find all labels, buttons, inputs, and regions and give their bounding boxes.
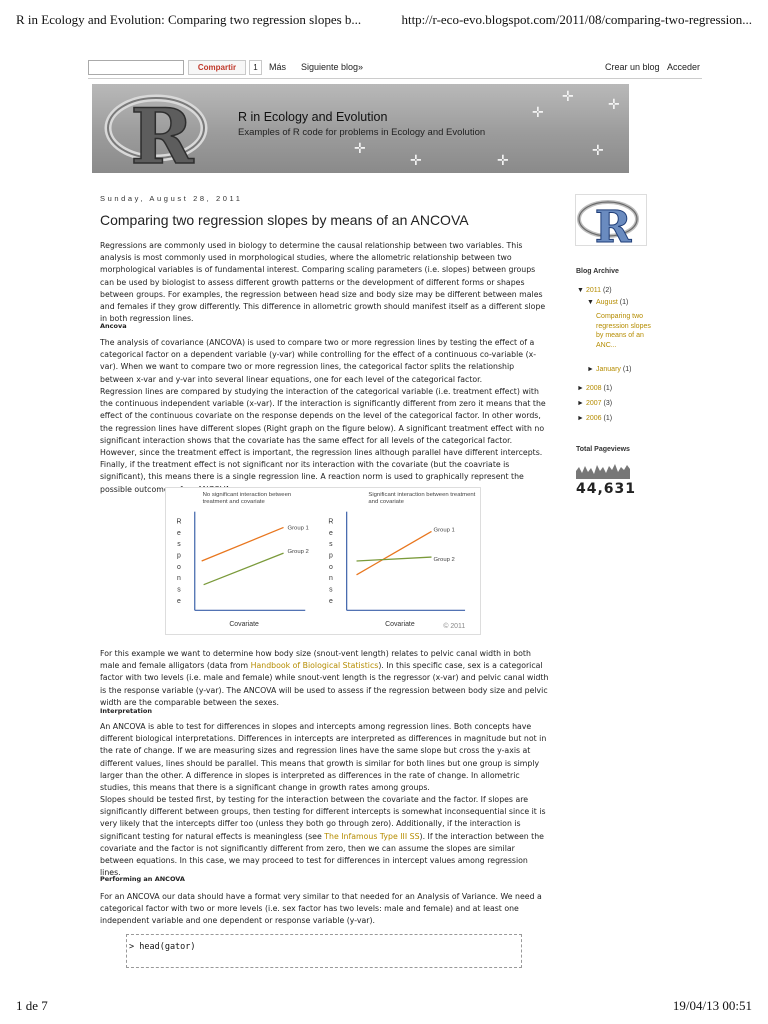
print-timestamp: 19/04/13 00:51 [672, 998, 752, 1013]
ancova-paragraph-1: The analysis of covariance (ANCOVA) is used to compare two or more regression lines by testing the effect of a categorical factor on a dependent variable (y-var) while controlling for the effect of a continuous co-variable (x-var). When we want to compare two or more regression lines, the categorical factor splits the relationship between x-var and y-var into several linear equations, one for each level of the categorical factor. [100, 338, 537, 384]
sparkle-icon: ✛ [532, 105, 544, 121]
interp-text-start: Slopes should be tested first, by testing for the interaction between the covariate and the factor. If slopes are significantly different between groups, then testing for different intercepts is somewhat inconsequential since it is very likely that the intercepts differ too (unless they both go through zero). Additionally, if the interaction is significant testing for natural effects is meaningless (see [100, 795, 546, 841]
y-axis-label-letter: e [177, 597, 181, 605]
reaction-norm-figure [165, 487, 481, 635]
example-text-end: ). In this specific case, sex is a categorical factor with two levels (i.e. male and female) while snout-vent length is the regressor (x-var) and pelvic canal width is the response variable (y-var). The ANCOVA will be used to assess if the regression between body size and pelvic width are the comparable between the sexes. [100, 661, 549, 707]
blogger-navbar [88, 58, 702, 78]
archive-month-august[interactable] [587, 299, 628, 306]
sparkle-icon: ✛ [497, 153, 509, 169]
pageviews-title: Total Pageviews [576, 446, 630, 453]
print-header [16, 12, 752, 30]
svg-text:R: R [130, 92, 194, 170]
archive-count: (1) [603, 415, 613, 422]
post-date: Sunday, August 28, 2011 [100, 194, 243, 203]
print-page-url: http://r-eco-evo.blogspot.com/2011/08/comparing-two-regression... [401, 12, 752, 27]
archive-count: (3) [603, 400, 613, 407]
right-group1-line [357, 531, 432, 574]
svg-text:R: R [594, 202, 632, 245]
y-axis-label-letter: o [328, 563, 333, 571]
y-axis-label-letter: e [177, 529, 181, 537]
y-axis-label-letter: n [177, 575, 181, 583]
blog-banner[interactable] [92, 84, 629, 173]
interpretation-paragraph-2 [100, 794, 550, 879]
collapsed-triangle-icon[interactable]: ► [577, 400, 584, 407]
left-y-axis-label [176, 519, 181, 605]
collapsed-triangle-icon[interactable]: ► [587, 366, 594, 373]
sidebar-r-logo [575, 194, 647, 246]
y-axis-label-letter: R [176, 518, 182, 526]
pageviews-count: 44,631 [576, 481, 637, 497]
y-axis-label-letter: s [177, 541, 181, 549]
y-axis-label-letter: s [329, 586, 333, 594]
y-axis-label-letter: o [177, 563, 181, 571]
left-x-axis-label: Covariate [229, 621, 259, 629]
y-axis-label-letter: p [177, 552, 181, 560]
intro-paragraph: Regressions are commonly used in biology to determine the causal relationship between two variables. This analysis is most commonly used in morphological studies, where the allometric relationship between two morphological variables is of fundamental interest. Comparing scaling parameters (i.e. slopes) between groups can be used by biologist to assess different growth patterns or the development of different forms or shapes between groups. For examples, the regression between head size and body size may be different between males and females if they grow differently. This difference in allometric growth should manifest itself as a different slope in both regression lines. [100, 241, 546, 324]
y-axis-label-letter: n [328, 575, 333, 583]
right-y-axis-label [328, 519, 333, 605]
performing-paragraph: For an ANCOVA our data should have a format very similar to that needed for an Analysis of Variance. We need a categorical factor with two or more levels (i.e. sex factor has two levels: male and female) and at least one independent variable and one dependent or response variable (y-var). [100, 892, 542, 926]
archive-label[interactable]: 2006 [586, 415, 602, 422]
archive-post-link[interactable]: Comparing two regression slopes by means of an ANC... [596, 313, 651, 349]
print-page-title: R in Ecology and Evolution: Comparing two regression slopes b... [16, 12, 362, 27]
navbar-divider [88, 78, 702, 79]
subhead-interpretation: Interpretation [100, 707, 152, 715]
collapsed-triangle-icon[interactable]: ► [577, 385, 584, 392]
left-group2-label: Group 2 [287, 549, 309, 556]
sparkle-icon: ✛ [592, 143, 604, 159]
r-logo-icon [104, 88, 222, 170]
archive-count: (1) [619, 299, 629, 306]
print-page-number: 1 de 7 [16, 998, 48, 1013]
collapsed-triangle-icon[interactable]: ► [577, 415, 584, 422]
archive-count: (1) [622, 366, 632, 373]
left-group2-line [204, 553, 284, 585]
interpretation-paragraph-1: An ANCOVA is able to test for differences in slopes and intercepts among regression lines. Both concepts have different biological interpretations. Differences in intercepts are interpreted as differences in magnitude but not in the rate of change. If we are measuring sizes and regression lines have the same slope but cross the y-axis at different values, lines should be parallel. This means that growth is similar for both lines but one group is simply larger than the other. A difference in slopes is interpreted as differences in the rate of change. In allometric studies, this means that there is a significant change in growth rates among groups. [100, 722, 547, 793]
left-panel-caption: No significant interaction between treatment and covariate [202, 491, 292, 505]
blog-subtitle: Examples of R code for problems in Ecology and Evolution [238, 127, 486, 138]
expanded-triangle-icon[interactable]: ▼ [587, 299, 594, 306]
code-block: > head(gator) [126, 934, 522, 968]
login-link[interactable]: Acceder [667, 62, 701, 72]
type-iii-ss-link[interactable]: The Infamous Type III SS [324, 831, 420, 841]
archive-month-january[interactable] [587, 366, 631, 373]
right-group2-label: Group 2 [433, 557, 455, 563]
y-axis-label-letter: p [328, 552, 333, 560]
y-axis-label-letter: e [328, 597, 333, 605]
archive-year-2007[interactable] [577, 400, 612, 407]
archive-count: (1) [603, 385, 613, 392]
blog-archive-title: Blog Archive [576, 268, 619, 275]
archive-year-2006[interactable] [577, 415, 612, 422]
subhead-ancova: Ancova [100, 322, 127, 330]
archive-label[interactable]: 2007 [586, 400, 602, 407]
r-logo-icon [576, 195, 646, 245]
left-group1-line [202, 527, 284, 561]
sparkle-icon: ✛ [354, 141, 366, 157]
handbook-link[interactable]: Handbook of Biological Statistics [250, 661, 379, 671]
create-blog-link[interactable]: Crear un blog [605, 62, 660, 72]
archive-label[interactable]: January [596, 366, 621, 373]
y-axis-label-letter: s [329, 541, 333, 549]
archive-year-2011[interactable] [577, 287, 612, 294]
navbar-search-input[interactable] [88, 60, 184, 75]
print-footer [16, 998, 752, 1014]
y-axis-label-letter: R [328, 518, 334, 526]
share-button[interactable]: Compartir [188, 60, 246, 75]
share-count: 1 [249, 60, 262, 75]
right-panel-caption: Significant interaction between treatment and covariate [368, 491, 476, 505]
copyright-label: © 2011 [443, 623, 466, 631]
left-group1-label: Group 1 [287, 525, 309, 532]
subhead-performing: Performing an ANCOVA [100, 875, 185, 883]
archive-label[interactable]: 2011 [586, 287, 602, 294]
right-x-axis-label: Covariate [385, 621, 415, 629]
blog-title[interactable]: R in Ecology and Evolution [238, 110, 388, 124]
y-axis-label-letter: s [177, 586, 181, 594]
more-link[interactable]: Más [269, 62, 287, 72]
y-axis-label-letter: e [328, 529, 333, 537]
example-paragraph [100, 648, 550, 709]
sparkle-icon: ✛ [410, 153, 422, 169]
ancova-paragraph-2: Regression lines are compared by studying the interaction of the categorical variable (i.e. treatment effect) with the continuous independent variable (x-var). If the interaction is significantly different from zero it means that the effect of the continuous covariate on the response depends on the level of the categorical factor. In other words, the regression lines have different slopes (Right graph on the figure below). A significant treatment effect with no significant interaction shows that the covariate has the same effect for all levels of the categorical factor. However, since the treatment effect is important, the regression lines although parallel have different intercepts. Finally, if the treatment effect is not significant nor its interaction with the covariate (but the coavriate is significant), this means there is a single regression line. A reaction norm is used to graphically represent the possible outcomes of an ANCOVA. [100, 387, 546, 494]
archive-label[interactable]: August [596, 299, 618, 306]
archive-label[interactable]: 2008 [586, 385, 602, 392]
sparkle-icon: ✛ [608, 97, 620, 113]
example-text-start: For this example we want to determine how body size (snout-vent length) relates to pelvic canal width in both male and female alligators (data from [100, 649, 531, 671]
right-group2-line [357, 557, 432, 561]
right-group1-label: Group 1 [433, 527, 455, 534]
interp-text-end: ). If the interaction between the covariate and the factor is not significantly different from zero, then we can assume the slopes are similar between equations. In this case, we may proceed to test for differences in intercept values among regression lines. [100, 831, 544, 878]
expanded-triangle-icon[interactable]: ▼ [577, 287, 584, 294]
archive-year-2008[interactable] [577, 385, 612, 392]
next-blog-link[interactable]: Siguiente blog» [301, 62, 364, 72]
archive-count: (2) [603, 287, 612, 294]
sparkle-icon: ✛ [562, 89, 574, 105]
pageviews-sparkline-icon [576, 461, 630, 479]
post-title[interactable]: Comparing two regression slopes by means of an ANCOVA [100, 212, 469, 228]
